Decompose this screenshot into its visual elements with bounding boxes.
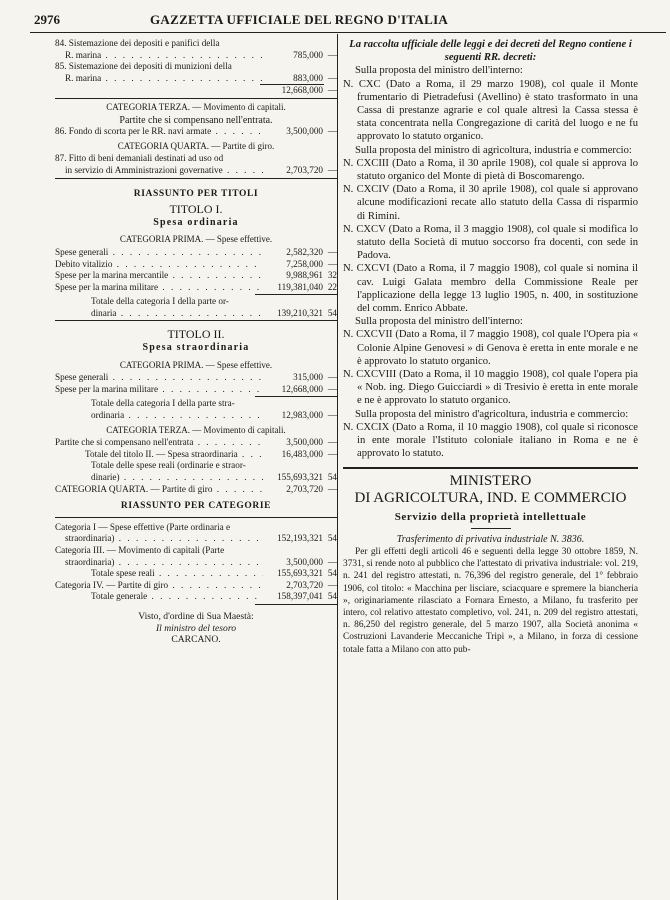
notice-body: Per gli effetti degli articoli 46 e seguenti della legge 30 ottobre 1859, N. 3731, si rende noto al pubblico che l'attestato di privativa industriale: vol. 219, n. 241 del registro attestati, n. 76,396 del registro generale, del 1° febbraio 1906, col titolo: « Macchina per lisciare, sciacquare e spremere la biancheria », originariamente rilasciato a Fornara Ernesto, a Milano, fu trasferito per intero, col relativo attestato completivo, vol. 241, n. 209 del registro attestati, n. 86,250 del registro generale, del 5 marzo 1907, alla Società anonima « Costruzioni Lavanderie Meccaniche Tripi », a Milano, in forza di cessione totale fatta a Milano con atto pub- — [343, 546, 638, 655]
titolo-heading: TITOLO I. — [169, 202, 223, 217]
rule — [255, 396, 337, 397]
decree-cxcv: N. CXCV (Dato a Roma, il 3 maggio 1908), col quale si modifica lo statuto della Società di mutuo soccorso fra docenti, con sede in Padova. — [343, 223, 638, 262]
total-row: Totale delle spese reali (ordinarie e straor- dinarie) . . . 155,693,321 54 — [55, 460, 337, 483]
section-heading: RIASSUNTO PER TITOLI — [133, 188, 259, 199]
gazette-title: GAZZETTA UFFICIALE DEL REGNO D'ITALIA — [150, 12, 449, 27]
column-divider — [337, 34, 338, 900]
minister-signature: CARCANO. — [171, 634, 221, 646]
decree-cxcvii: N. CXCVII (Dato a Roma, il 7 maggio 1908), col quale l'Opera pia « Colonie Alpine Genovesi » di Genova è eretta in ente morale e ne è approvato lo statuto organico. — [343, 329, 638, 367]
category-heading: CATEGORIA PRIMA. — Spese effettive. — [119, 359, 273, 370]
rule — [255, 604, 337, 605]
item-85: 85. Sistemazione dei depositi di munizioni della R. marina . . . 883,000 — — [55, 61, 337, 84]
summary-row: Categoria IV. — Partite di giro . . . 2,703,720 — — [55, 580, 337, 592]
spesa-heading: Spesa ordinaria — [153, 216, 239, 228]
total-row: Totale generale . . . 158,397,041 54 — [55, 591, 337, 603]
summary-row: Categoria III. — Movimento di capitali (Parte straordinaria) . . . 3,500,000 — — [55, 545, 337, 568]
decree-cxcvi: N. CXCVI (Dato a Roma, il 7 maggio 1908), col quale si nomina il cav. Luigi Galata membro della Commissione Reale per l'applicazione della legge 13 luglio 1905, n. 400, in sostituzione del comm. Enrico Abbate. — [343, 263, 638, 315]
ministry-heading: MINISTERO — [449, 472, 532, 489]
trasferimento-heading: Trasferimento di privativa industriale N. 3836. — [396, 533, 585, 545]
category-heading: CATEGORIA TERZA. — Movimento di capitali. — [106, 101, 286, 112]
rule — [55, 178, 337, 179]
section-heading: RIASSUNTO PER CATEGORIE — [120, 501, 272, 512]
service-heading: Servizio della proprietà intellettuale — [394, 510, 587, 523]
right-column — [343, 38, 638, 656]
summary-row: Spese per la marina mercantile . . . 9,988,961 32 — [55, 270, 337, 282]
summary-row: Spese generali . . . 2,582,320 — — [55, 247, 337, 259]
partite-heading: Partite che si compensano nell'entrata. — [119, 114, 273, 126]
proposta-line: Sulla proposta del ministro dell'interno: — [355, 316, 523, 328]
summary-row: Partite che si compensano nell'entrata . . . 3,500,000 — — [55, 437, 337, 449]
rule — [55, 320, 337, 321]
minister-title: Il ministro del tesoro — [155, 622, 237, 634]
total-row: Totale della categoria I della parte or- dinaria . . . 139,210,321 54 — [55, 296, 337, 319]
decree-cxcviii: N. CXCVIII (Dato a Roma, il 10 maggio 1908), col quale l'opera pia « Nob. ing. Diego Guicciardi » di Tresivio è eretta in ente morale e ne è approvato lo statuto organico. — [343, 369, 638, 407]
summary-row: CATEGORIA QUARTA. — Partite di giro . . . 2,703,720 — — [55, 484, 337, 496]
summary-row: Spese per la marina militare . . . 119,381,040 22 — [55, 282, 337, 294]
decree-cxciii: N. CXCIII (Dato a Roma, il 30 aprile 1908), col quale si approva lo statuto organico del Monte di pietà di Boscomarengo. — [343, 157, 638, 183]
item-86: 86. Fondo di scorta per le RR. navi armate . . . 3,500,000 — — [55, 126, 337, 138]
summary-row: Debito vitalizio . . . 7,258,000 — — [55, 259, 337, 271]
total-row: Totale della categoria I della parte stra- ordinaria . . . 12,983,000 — — [55, 398, 337, 421]
item-84: 84. Sistemazione dei depositi e panifici della R. marina . . . 785,000 — — [55, 38, 337, 61]
total-row: Totale spese reali . . . 155,693,321 54 — [55, 568, 337, 580]
total-row: Totale del titolo II. — Spesa straordinaria . . . 16,483,000 — — [55, 449, 337, 461]
subtotal: 12,668,000 — — [281, 85, 337, 96]
page-header — [0, 0, 670, 30]
rule — [55, 98, 337, 99]
category-heading: CATEGORIA QUARTA. — Partite di giro. — [117, 140, 275, 151]
left-column — [55, 38, 337, 646]
ministry-heading: DI AGRICOLTURA, IND. E COMMERCIO — [354, 489, 627, 506]
proposta-line: Sulla proposta del ministro dell'interno: — [355, 65, 523, 77]
rule — [471, 528, 511, 529]
titolo-heading: TITOLO II. — [167, 327, 225, 342]
decree-cxc: N. CXC (Dato a Roma, il 29 marzo 1908), col quale il Monte frumentario di Pietradefusi (Avellino) è stato trasformato in una Cassa di prestanze agrarie e col quale altresì la Cassa stessa è stata concentrata nella Congregazione di carità del luogo e ne fu approvato lo statuto organico. — [343, 78, 638, 143]
summary-row: Spese per la marina militare . . . 12,668,000 — — [55, 384, 337, 396]
summary-row: Categoria I — Spese effettive (Parte ordinaria e straordinaria) . . . 152,193,321 54 — [55, 522, 337, 545]
raccolta-heading: La raccolta ufficiale delle leggi e dei decreti del Regno contiene i seguenti RR. decreti: — [349, 39, 632, 64]
spesa-heading: Spesa straordinaria — [142, 342, 250, 354]
visto-line: Visto, d'ordine di Sua Maestà: — [138, 610, 254, 622]
page-number: 2976 — [34, 12, 60, 27]
rule — [255, 294, 337, 295]
summary-row: Spese generali . . . 315,000 — — [55, 372, 337, 384]
rule — [55, 517, 337, 518]
header-rule — [30, 32, 666, 33]
item-87: 87. Fitto di beni demaniali destinati ad uso od in servizio di Amministrazioni governative . . . 2,703,720 — — [55, 153, 337, 176]
decree-cxciv: N. CXCIV (Dato a Roma, il 30 aprile 1908), col quale si approvano alcune modificazioni recate allo statuto della Cassa di risparmio di Rimini. — [343, 184, 638, 222]
rule — [343, 467, 638, 469]
proposta-line: Sulla proposta del ministro d'agricoltura, industria e commercio: — [355, 408, 629, 420]
decree-cxcix: N. CXCIX (Dato a Roma, il 10 maggio 1908), col quale si riconosce in ente morale l'Istituto coloniale italiano in Roma e ne è approvato lo statuto. — [343, 421, 638, 460]
proposta-line: Sulla proposta del ministro di agricoltura, industria e commercio: — [355, 144, 632, 156]
category-heading: CATEGORIA TERZA. — Movimento di capitali. — [106, 424, 286, 435]
category-heading: CATEGORIA PRIMA. — Spese effettive. — [119, 234, 273, 245]
